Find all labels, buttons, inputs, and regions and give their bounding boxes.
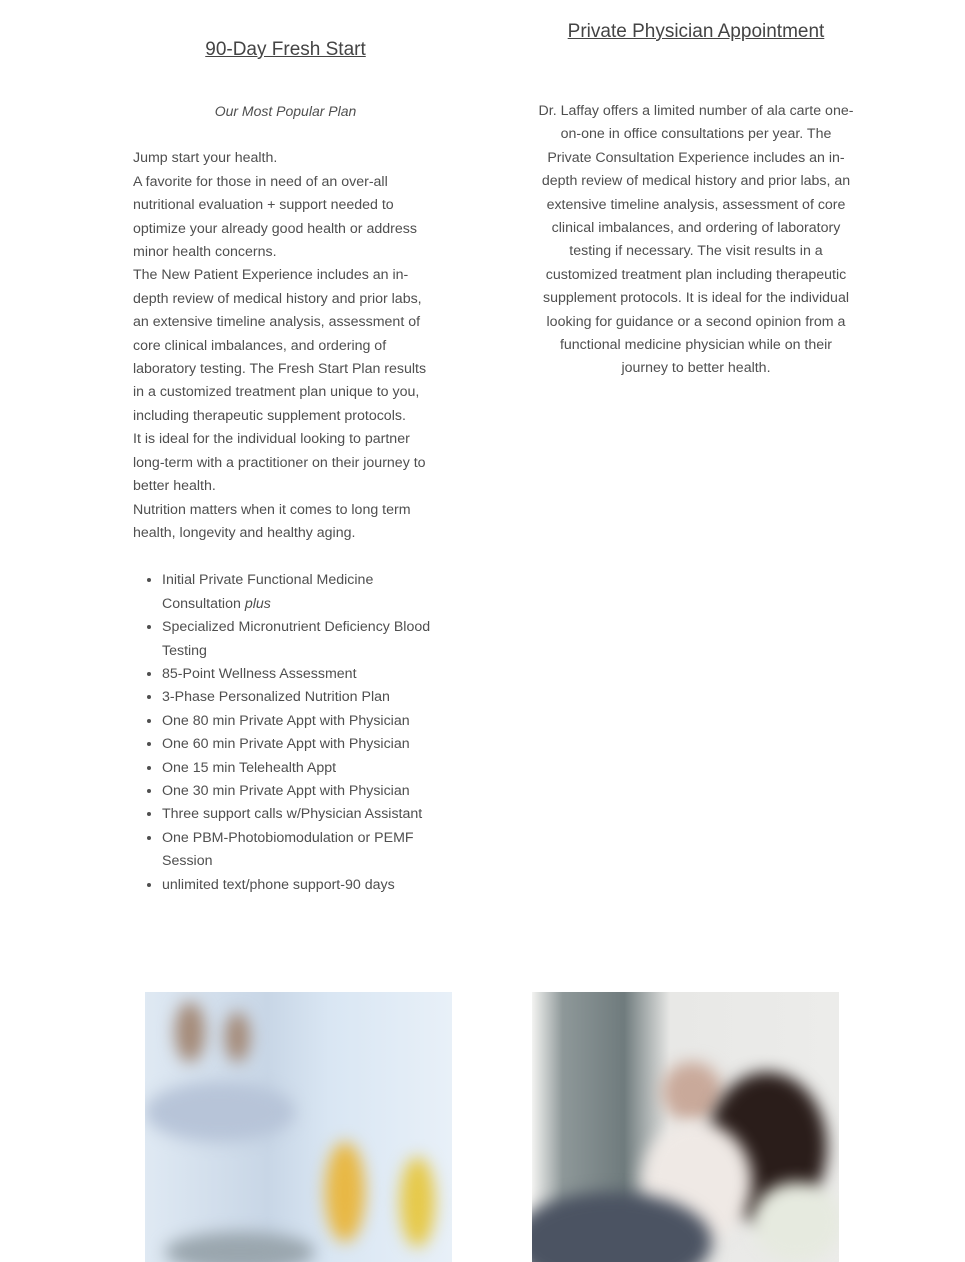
list-item: • Specialized Micronutrient Deficiency Blood Testing [162,616,438,663]
feature-text: Initial Private Functional Medicine Consultation [162,572,374,612]
fresh-start-title[interactable]: 90-Day Fresh Start [205,39,366,60]
private-appointment-title[interactable]: Private Physician Appointment [567,21,825,42]
list-item: • 3-Phase Personalized Nutrition Plan [162,686,438,709]
paragraph: A favorite for those in need of an over-all nutritional evaluation + support needed to optimize your already good health or address minor health concerns. [133,173,417,261]
list-item [162,569,438,616]
patient-image [532,992,839,1262]
feature-list [133,569,438,897]
list-item: • Three support calls w/Physician Assistant [162,803,438,826]
feature-suffix: plus [244,595,271,612]
fresh-start-section [133,36,438,897]
list-item: • 85-Point Wellness Assessment [162,663,438,686]
list-item: • One 80 min Private Appt with Physician [162,710,438,733]
list-item: • One 30 min Private Appt with Physician [162,780,438,803]
supplements-image [145,992,452,1262]
list-item: • unlimited text/phone support-90 days [162,874,438,897]
private-appointment-section [538,18,854,381]
fresh-start-subtitle: Our Most Popular Plan [214,103,357,119]
paragraph: It is ideal for the individual looking to partner long-term with a practitioner on their journey to better health. [133,431,426,495]
list-item: • One 15 min Telehealth Appt [162,757,438,780]
list-item: • One PBM-Photobiomodulation or PEMF Session [162,827,438,874]
paragraph: Jump start your health. [133,150,278,167]
paragraph: The New Patient Experience includes an in-depth review of medical history and prior labs, an extensive timeline analysis, assessment of core clinical imbalances, and ordering of laboratory testing. The Fresh Start Plan results in a customized treatment plan unique to you, including therapeutic supplement protocols. [133,267,427,424]
private-appointment-description: Dr. Laffay offers a limited number of ala carte one-on-one in office consultations per year. The Private Consultation Experience includes an in-depth review of medical history and prior labs, an extensive timeline analysis, assessment of core clinical imbalances, and ordering of laboratory testing if necessary. The visit results in a customized treatment plan including therapeutic supplement protocols. It is ideal for the individual looking for guidance or a second opinion from a functional medicine physician while on their journey to better health. [538,103,854,377]
paragraph: Nutrition matters when it comes to long term health, longevity and healthy aging. [133,501,411,541]
list-item: • One 60 min Private Appt with Physician [162,733,438,756]
